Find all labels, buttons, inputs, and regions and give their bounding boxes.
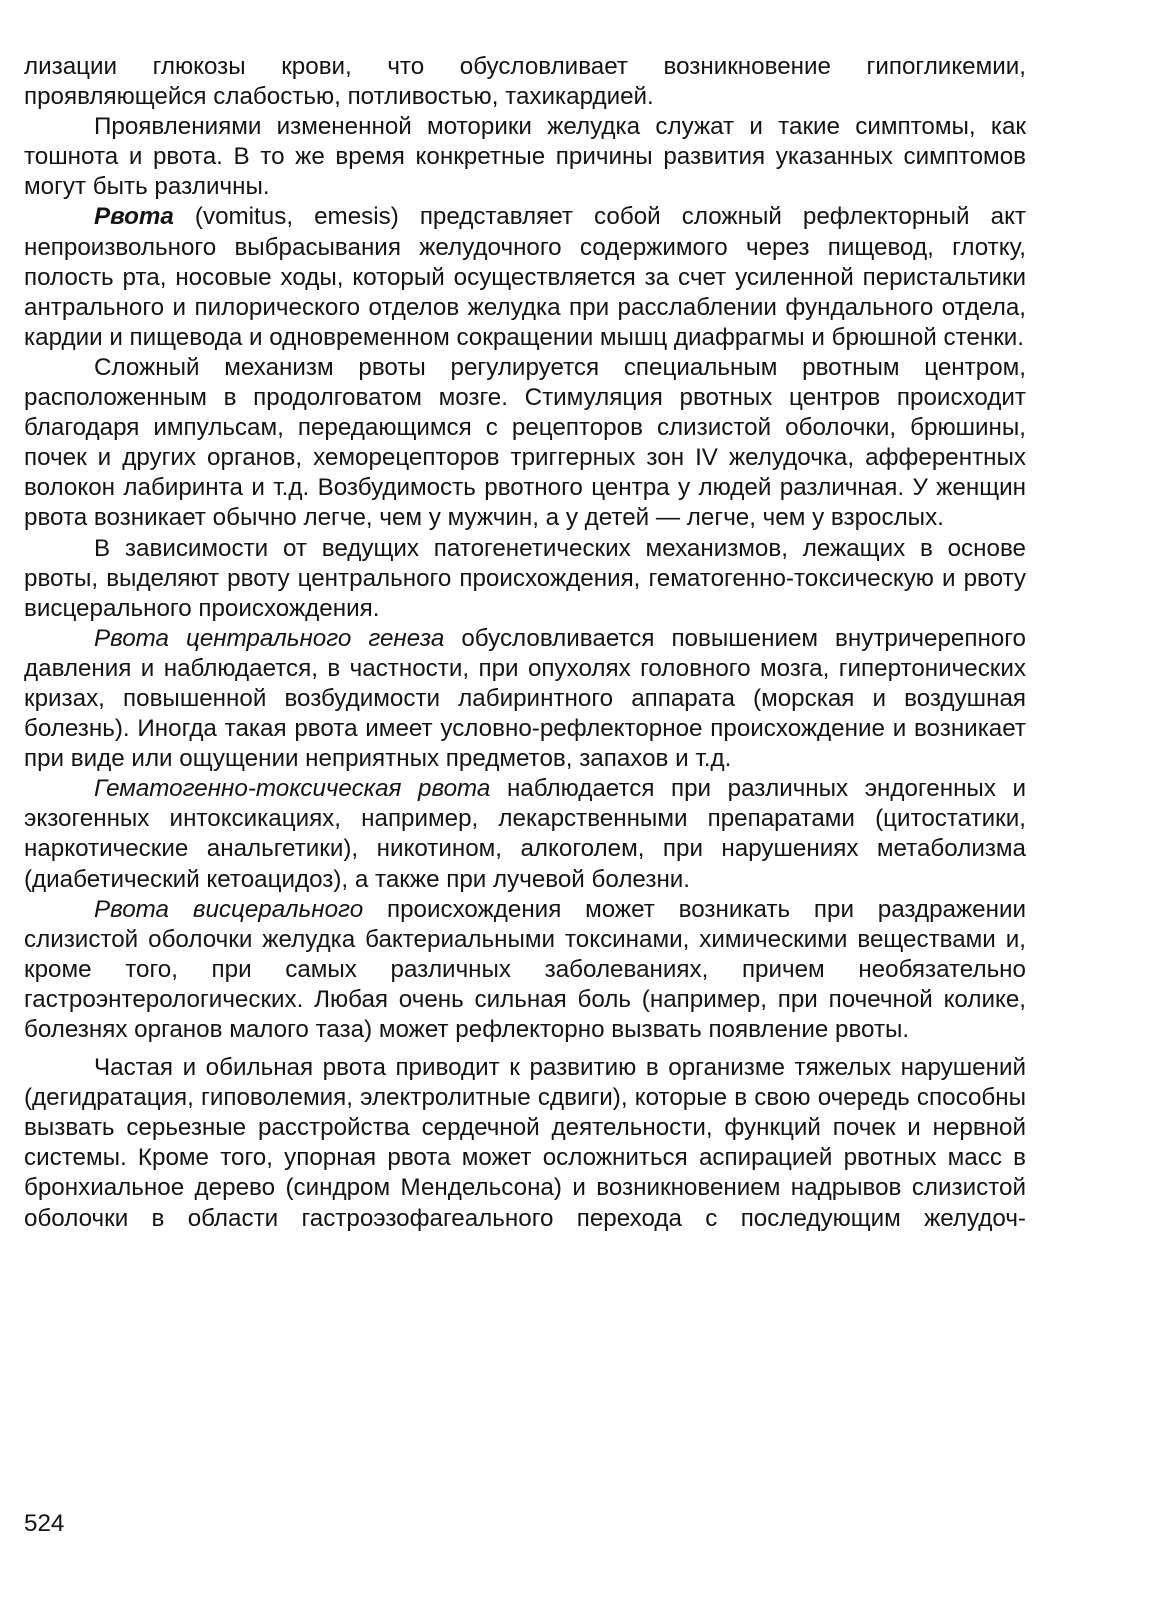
paragraph-text: В зависимости от ведущих патогенетических механизмов, лежащих в основе рвоты, выделяют рвоту центрального происхождения, гематогенно-токсическую и рвоту висцерального происхождения.: [24, 534, 1026, 622]
paragraph-text: Частая и обильная рвота приводит к развитию в организме тяжелых нарушений (дегидратация, гиповолемия, электролитные сдвиги), которые в свою очередь способны вызвать серьезные расстройства сердечной деятельности, функций почек и нервной системы. Кроме того, упорная рвота может осложниться аспирацией рвотных масс в бронхиальное дерево (синдром Мендельсона) и возникновением надрывов слизистой оболочки в области гастроэзофагеального перехода с последующим желудоч-: [24, 1054, 1026, 1232]
paragraph-text: наблюдается при различных эндогенных и экзогенных интоксикациях, например, лекарственными препаратами (цитостатики, наркотические анальгетики), никотином, алкоголем, при нарушениях метаболизма (диабетический кетоацидоз), а также при лучевой болезни.: [24, 775, 1026, 893]
term-vomiting: Рвота: [94, 203, 174, 231]
paragraph-text: Сложный механизм рвоты регулируется специальным рвотным центром, расположенным в продолговатом мозге. Стимуляция рвотных центров происходит благодаря импульсам, передающимся с рецепторов слизистой оболочки, брюшины, почек и других органов, хеморецепторов триггерных зон IV желудочка, афферентных волокон лабиринта и т.д. Возбудимость рвотного центра у людей различная. У женщин рвота возникает обычно легче, чем у мужчин, а у детей — легче, чем у взрослых.: [24, 353, 1026, 532]
paragraph-text: Проявлениями измененной моторики желудка служат и такие симптомы, как тошнота и рвота. В то же время конкретные причины развития указанных симптомов могут быть различны.: [24, 113, 1026, 201]
term-toxic-vomiting: Гематогенно-токсическая рвота: [94, 775, 491, 803]
paragraph-text: обусловливается повышением внутричерепного давления и наблюдается, в частности, при опухолях головного мозга, гипертонических кризах, повышенной возбудимости лабиринтного аппарата (морская и воздушная болезнь). Иногда такая рвота имеет условно-рефлекторное происхождение и возникает при виде или ощущении неприятных предметов, запахов и т.д.: [24, 624, 1026, 773]
paragraph-continuation: [24, 52, 1026, 112]
paragraph-text: происхождения может возникать при раздражении слизистой оболочки желудка бактериальными токсинами, химическими веществами и, кроме того, при самых различных заболеваниях, причем необязательно гастроэнтерологических. Любая очень сильная боль (например, при почечной колике, болезнях органов малого таза) может рефлекторно вызвать появление рвоты.: [24, 895, 1026, 1043]
page-number: 524: [24, 1510, 65, 1537]
paragraph-text: (vomitus, emesis) представляет собой сложный рефлекторный акт непроизвольного выбрасывания желудочного содержимого через пищевод, глотку, полость рта, носовые ходы, который осуществляется за счет усиленной перистальтики антрального и пилорического отделов желудка при расслаблении фундального отдела, кардии и пищевода и одновременном сокращении мышц диафрагмы и брюшной стенки.: [24, 203, 1026, 351]
body-text: [24, 52, 1026, 1234]
paragraph-visceral-vomiting: [24, 895, 1026, 1045]
paragraph-vomiting-definition: [24, 202, 1026, 352]
paragraph-complications: [24, 1053, 1026, 1234]
paragraph-toxic-vomiting: [24, 774, 1026, 894]
paragraph-text: лизации глюкозы крови, что обусловливает возникновение гипогликемии, проявляющейся слабостью, потливостью, тахикардией.: [24, 53, 1026, 111]
paragraph-central-vomiting: [24, 624, 1026, 774]
term-visceral-vomiting: Рвота висцерального: [94, 895, 364, 923]
paragraph-motility-symptoms: [24, 112, 1026, 202]
term-central-vomiting: Рвота центрального генеза: [94, 624, 445, 652]
paragraph-classification: [24, 534, 1026, 624]
paragraph-vomiting-center: [24, 353, 1026, 534]
